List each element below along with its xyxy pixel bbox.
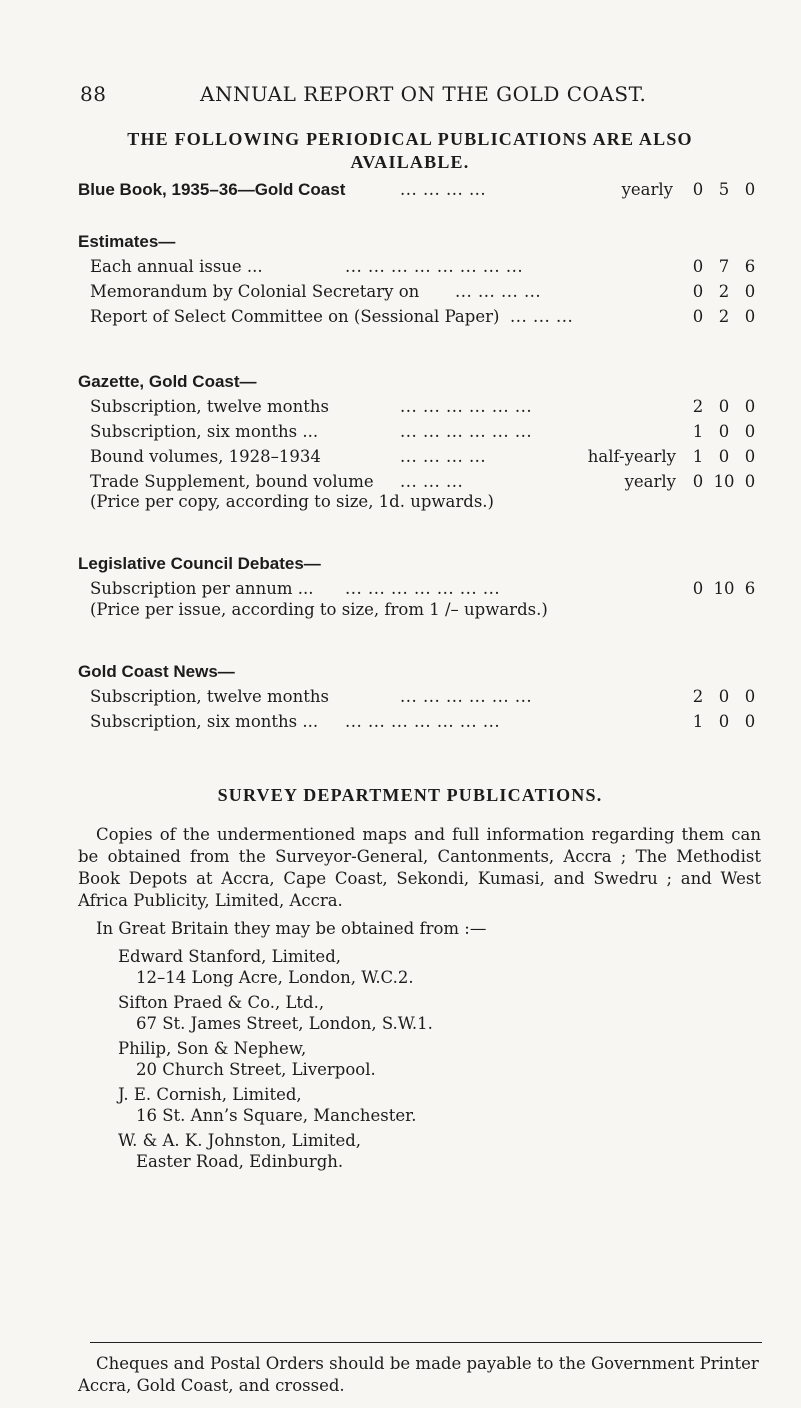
leader-dots: ... ... ... ... ... ... ... xyxy=(345,712,501,731)
price-pence: 0 xyxy=(744,282,756,301)
survey-paragraph: Copies of the undermentioned maps and full information regarding them can be obtained from the Surveyor-General, Cantonments, Accra ; The Methodist Book Depots at Accra, Cape Coast, Sekondi, Kumasi, and Swedru ; and West Africa Publicity, Limited, Accra. xyxy=(78,825,761,910)
price-row xyxy=(0,280,801,304)
leader-dots: ... ... ... ... ... ... xyxy=(400,687,533,706)
item-label: Subscription, twelve months xyxy=(90,687,329,706)
leader-dots: ... ... ... ... xyxy=(400,447,487,466)
price-row xyxy=(0,395,801,419)
item-label: Subscription, six months ... xyxy=(90,712,319,731)
price-shillings: 2 xyxy=(718,307,730,326)
address-street: Easter Road, Edinburgh. xyxy=(136,1152,344,1171)
blue-book-row xyxy=(0,178,801,202)
item-label: Subscription, twelve months xyxy=(90,397,329,416)
publications-heading-line1: THE FOLLOWING PERIODICAL PUBLICATIONS ARE ALSO xyxy=(127,129,693,149)
section-title: Estimates— xyxy=(78,232,176,251)
price-pounds: 0 xyxy=(692,180,704,199)
publications-heading xyxy=(60,128,760,174)
price-pounds: 1 xyxy=(692,712,704,731)
price-pounds: 0 xyxy=(692,579,704,598)
note-text: (Price per copy, according to size, 1d. upwards.) xyxy=(90,492,494,511)
section-title: Gold Coast News— xyxy=(78,662,235,681)
address-name: W. & A. K. Johnston, Limited, xyxy=(118,1131,362,1150)
price-row xyxy=(0,710,801,734)
running-title: ANNUAL REPORT ON THE GOLD COAST. xyxy=(200,82,647,106)
period: half-yearly xyxy=(587,447,676,466)
price-pence: 0 xyxy=(744,422,756,441)
running-header xyxy=(80,82,760,106)
address-name: Philip, Son & Nephew, xyxy=(118,1039,307,1058)
price-row xyxy=(0,255,801,279)
estimates-heading xyxy=(0,230,801,254)
address-name: Edward Stanford, Limited, xyxy=(118,947,341,966)
price-pence: 0 xyxy=(744,307,756,326)
item-label: Report of Select Committee on (Sessional Paper) xyxy=(90,307,500,326)
divider-rule xyxy=(90,1342,762,1343)
price-pounds: 2 xyxy=(692,397,704,416)
price-pounds: 0 xyxy=(692,282,704,301)
survey-paragraph-uk: In Great Britain they may be obtained from :— xyxy=(96,919,487,938)
price-note xyxy=(0,490,801,514)
period: yearly xyxy=(621,180,673,199)
item-label: Subscription per annum ... xyxy=(90,579,314,598)
price-pounds: 0 xyxy=(692,472,704,491)
price-pounds: 0 xyxy=(692,307,704,326)
price-shillings: 0 xyxy=(718,712,730,731)
period: yearly xyxy=(624,472,676,491)
price-row xyxy=(0,445,801,469)
survey-heading: SURVEY DEPARTMENT PUBLICATIONS. xyxy=(217,785,603,805)
price-shillings: 0 xyxy=(718,687,730,706)
section-title: Gazette, Gold Coast— xyxy=(78,372,257,391)
address-name: Sifton Praed & Co., Ltd., xyxy=(118,993,325,1012)
leader-dots: ... ... ... ... ... ... ... xyxy=(345,579,501,598)
price-pence: 0 xyxy=(744,687,756,706)
note-text: (Price per issue, according to size, from 1 /– upwards.) xyxy=(90,600,548,619)
price-pounds: 1 xyxy=(692,422,704,441)
section-title: Legislative Council Debates— xyxy=(78,554,321,573)
address-block xyxy=(118,1084,416,1126)
footer-note: Cheques and Postal Orders should be made payable to the Government Printer Accra, Gold Coast, and crossed. xyxy=(78,1354,759,1395)
leader-dots: ... ... ... xyxy=(510,307,574,326)
page-number: 88 xyxy=(80,82,107,106)
leader-dots: ... ... ... ... ... ... xyxy=(400,422,533,441)
item-label: Subscription, six months ... xyxy=(90,422,319,441)
publications-heading-line2: AVAILABLE. xyxy=(350,152,470,172)
price-pence: 6 xyxy=(744,579,756,598)
price-pence: 0 xyxy=(744,712,756,731)
price-pence: 0 xyxy=(744,180,756,199)
price-shillings: 0 xyxy=(718,397,730,416)
address-name: J. E. Cornish, Limited, xyxy=(118,1085,302,1104)
address-street: 67 St. James Street, London, S.W.1. xyxy=(136,1014,433,1033)
leader-dots: ... ... ... ... ... ... ... ... xyxy=(345,257,524,276)
price-shillings: 10 xyxy=(713,579,735,598)
leader-dots: ... ... ... ... xyxy=(400,180,487,199)
price-shillings: 0 xyxy=(718,447,730,466)
leader-dots: ... ... ... xyxy=(400,472,464,491)
address-block xyxy=(118,946,414,988)
price-pounds: 0 xyxy=(692,257,704,276)
price-row xyxy=(0,420,801,444)
address-street: 20 Church Street, Liverpool. xyxy=(136,1060,376,1079)
news-heading xyxy=(0,660,801,684)
item-label: Each annual issue ... xyxy=(90,257,263,276)
address-block xyxy=(118,1130,361,1172)
price-shillings: 0 xyxy=(718,422,730,441)
item-label: Bound volumes, 1928–1934 xyxy=(90,447,321,466)
price-shillings: 10 xyxy=(713,472,735,491)
price-pence: 6 xyxy=(744,257,756,276)
leader-dots: ... ... ... ... ... ... xyxy=(400,397,533,416)
leader-dots: ... ... ... ... xyxy=(455,282,542,301)
legislative-heading xyxy=(0,552,801,576)
address-street: 16 St. Ann’s Square, Manchester. xyxy=(136,1106,417,1125)
price-row xyxy=(0,305,801,329)
price-shillings: 2 xyxy=(718,282,730,301)
price-pence: 0 xyxy=(744,472,756,491)
price-pounds: 2 xyxy=(692,687,704,706)
address-block xyxy=(118,992,433,1034)
price-pence: 0 xyxy=(744,447,756,466)
address-street: 12–14 Long Acre, London, W.C.2. xyxy=(136,968,414,987)
price-row xyxy=(0,685,801,709)
price-note xyxy=(0,598,801,622)
gazette-heading xyxy=(0,370,801,394)
price-shillings: 5 xyxy=(718,180,730,199)
item-label: Memorandum by Colonial Secretary on xyxy=(90,282,420,301)
price-shillings: 7 xyxy=(718,257,730,276)
item-label: Trade Supplement, bound volume xyxy=(90,472,374,491)
price-pounds: 1 xyxy=(692,447,704,466)
address-block xyxy=(118,1038,376,1080)
price-pence: 0 xyxy=(744,397,756,416)
blue-book-label: Blue Book, 1935–36—Gold Coast xyxy=(78,180,346,199)
